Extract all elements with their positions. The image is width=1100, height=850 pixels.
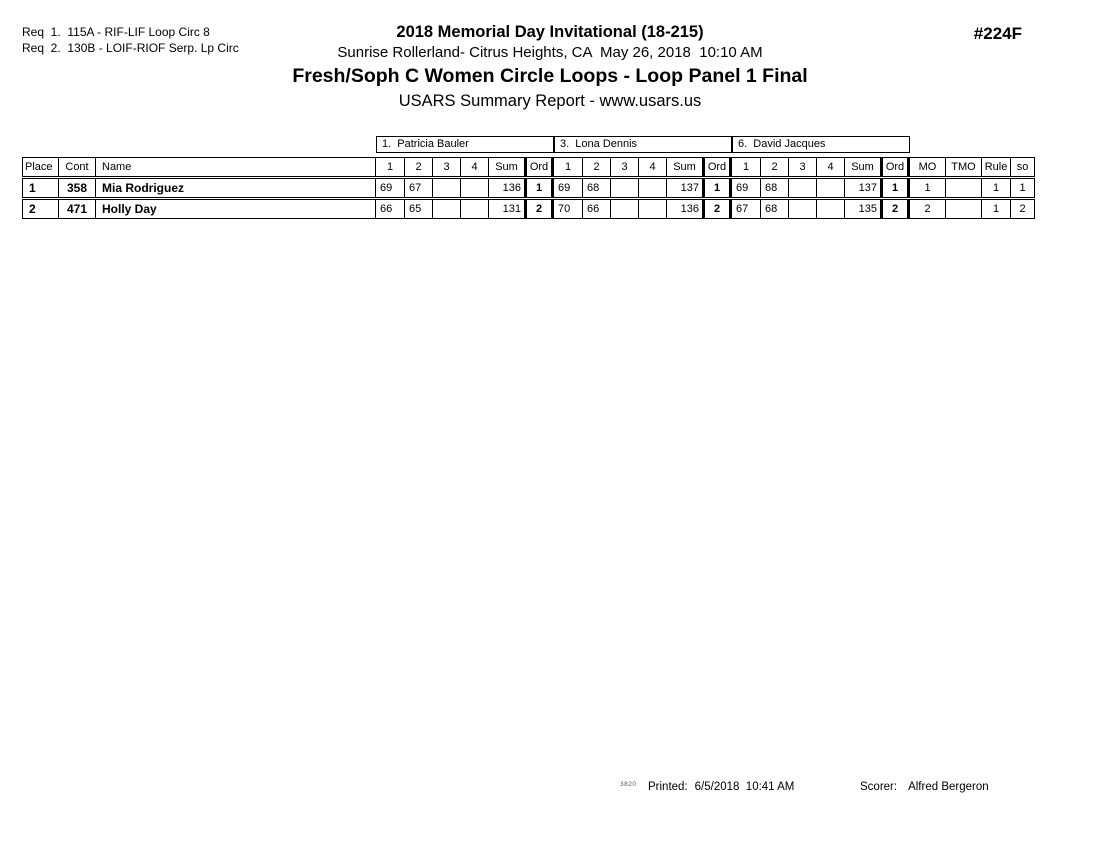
cell-j1-score-4 bbox=[461, 200, 489, 218]
results-table bbox=[22, 136, 1035, 220]
cell-j2-score-1: 70 bbox=[554, 200, 583, 218]
cell-rule: 1 bbox=[982, 179, 1011, 197]
table-row-2 bbox=[22, 199, 1035, 219]
cell-j2-sum: 136 bbox=[680, 203, 699, 215]
col-header-tmo: TMO bbox=[946, 158, 982, 176]
cell-j3-ord: 1 bbox=[880, 179, 910, 197]
cell-j2-score-2: 66 bbox=[583, 200, 611, 218]
col-header-j3-trial-2: 2 bbox=[761, 158, 789, 176]
col-header-j2-sum: Sum bbox=[673, 161, 696, 173]
col-header-j2-trial-3: 3 bbox=[611, 158, 639, 176]
req-line-1: Req 1. 115A - RIF-LIF Loop Circ 8 bbox=[22, 25, 210, 39]
cell-mo: 1 bbox=[910, 179, 946, 197]
col-header-j1-trial-3: 3 bbox=[433, 158, 461, 176]
cell-j3-ord: 2 bbox=[880, 200, 910, 218]
cell-j3-score-2: 68 bbox=[761, 179, 789, 197]
cell-j2-score-4 bbox=[639, 200, 667, 218]
cell-j3-score-2: 68 bbox=[761, 200, 789, 218]
cell-place: 2 bbox=[23, 200, 59, 218]
col-header-j3-trial-3: 3 bbox=[789, 158, 817, 176]
scorer-label: Scorer: bbox=[860, 781, 898, 793]
col-header-place: Place bbox=[23, 158, 59, 176]
cell-name: Mia Rodriguez bbox=[96, 179, 376, 197]
cell-so: 2 bbox=[1019, 203, 1026, 215]
cell-j3-sum: 137 bbox=[858, 182, 877, 194]
cell-j3-score-1: 67 bbox=[732, 200, 761, 218]
cell-j1-score-4 bbox=[461, 179, 489, 197]
form-code: 3820 bbox=[620, 781, 637, 788]
cell-name: Holly Day bbox=[96, 200, 376, 218]
cell-cont: 358 bbox=[59, 179, 96, 197]
event-title: Fresh/Soph C Women Circle Loops - Loop Panel 1 Final bbox=[292, 65, 808, 87]
cell-j1-ord: 2 bbox=[524, 200, 554, 218]
cell-j2-score-2: 68 bbox=[583, 179, 611, 197]
req-line-2: Req 2. 130B - LOIF-RIOF Serp. Lp Circ bbox=[22, 41, 239, 55]
judge-header-row bbox=[376, 136, 1035, 153]
judge-panel-label-1: 1. Patricia Bauler bbox=[376, 136, 554, 153]
cell-j1-score-2: 67 bbox=[405, 179, 433, 197]
report-header bbox=[0, 22, 1100, 112]
col-header-j1-trial-1: 1 bbox=[376, 158, 405, 176]
judge-panel-label-3: 6. David Jacques bbox=[732, 136, 910, 153]
judge-panel-label-2: 3. Lona Dennis bbox=[554, 136, 732, 153]
cell-j1-score-1: 66 bbox=[376, 200, 405, 218]
cell-mo: 2 bbox=[910, 200, 946, 218]
table-body bbox=[22, 178, 1035, 219]
cell-j3-score-3 bbox=[789, 200, 817, 218]
cell-so: 1 bbox=[1019, 182, 1026, 194]
col-header-name: Name bbox=[96, 158, 376, 176]
cell-j1-ord: 1 bbox=[524, 179, 554, 197]
scorer-value: Alfred Bergeron bbox=[908, 781, 989, 793]
cell-j2-score-4 bbox=[639, 179, 667, 197]
cell-j3-score-4 bbox=[817, 200, 845, 218]
col-header-j2-trial-4: 4 bbox=[639, 158, 667, 176]
col-header-j2-ord: Ord bbox=[702, 158, 732, 176]
scorer-line bbox=[860, 781, 989, 793]
event-number: #224F bbox=[973, 24, 1022, 43]
col-header-so: so bbox=[1016, 161, 1029, 173]
cell-j1-score-3 bbox=[433, 179, 461, 197]
cell-j3-score-1: 69 bbox=[732, 179, 761, 197]
cell-tmo bbox=[946, 200, 982, 218]
col-header-j1-ord: Ord bbox=[524, 158, 554, 176]
col-header-j1-trial-4: 4 bbox=[461, 158, 489, 176]
venue-date-line: Sunrise Rollerland- Citrus Heights, CA May 26, 2018 10:10 AM bbox=[337, 44, 763, 61]
col-header-j3-ord: Ord bbox=[880, 158, 910, 176]
printed-label: Printed: bbox=[648, 781, 688, 793]
col-header-j2-trial-1: 1 bbox=[554, 158, 583, 176]
cell-place: 1 bbox=[23, 179, 59, 197]
cell-j1-sum: 131 bbox=[502, 203, 521, 215]
cell-j2-score-1: 69 bbox=[554, 179, 583, 197]
col-header-j1-trial-2: 2 bbox=[405, 158, 433, 176]
printed-value: 6/5/2018 10:41 AM bbox=[694, 781, 795, 793]
col-header-j1-sum: Sum bbox=[495, 161, 518, 173]
cell-j1-score-2: 65 bbox=[405, 200, 433, 218]
column-header-row bbox=[22, 157, 1035, 177]
cell-cont: 471 bbox=[59, 200, 96, 218]
cell-j2-ord: 2 bbox=[702, 200, 732, 218]
cell-j1-score-3 bbox=[433, 200, 461, 218]
col-header-mo: MO bbox=[910, 158, 946, 176]
cell-j2-sum: 137 bbox=[680, 182, 699, 194]
cell-j2-ord: 1 bbox=[702, 179, 732, 197]
cell-tmo bbox=[946, 179, 982, 197]
cell-j3-score-4 bbox=[817, 179, 845, 197]
report-type-line: USARS Summary Report - www.usars.us bbox=[398, 92, 702, 110]
cell-j1-sum: 136 bbox=[502, 182, 521, 194]
cell-j2-score-3 bbox=[611, 200, 639, 218]
competition-title: 2018 Memorial Day Invitational (18-215) bbox=[396, 23, 704, 41]
col-header-j2-trial-2: 2 bbox=[583, 158, 611, 176]
table-row-1 bbox=[22, 178, 1035, 198]
cell-j2-score-3 bbox=[611, 179, 639, 197]
col-header-cont: Cont bbox=[59, 158, 96, 176]
cell-j3-sum: 135 bbox=[858, 203, 877, 215]
col-header-rule: Rule bbox=[982, 158, 1011, 176]
col-header-j3-sum: Sum bbox=[851, 161, 874, 173]
cell-j1-score-1: 69 bbox=[376, 179, 405, 197]
printed-line bbox=[648, 781, 794, 793]
col-header-j3-trial-1: 1 bbox=[732, 158, 761, 176]
cell-rule: 1 bbox=[982, 200, 1011, 218]
cell-j3-score-3 bbox=[789, 179, 817, 197]
col-header-j3-trial-4: 4 bbox=[817, 158, 845, 176]
